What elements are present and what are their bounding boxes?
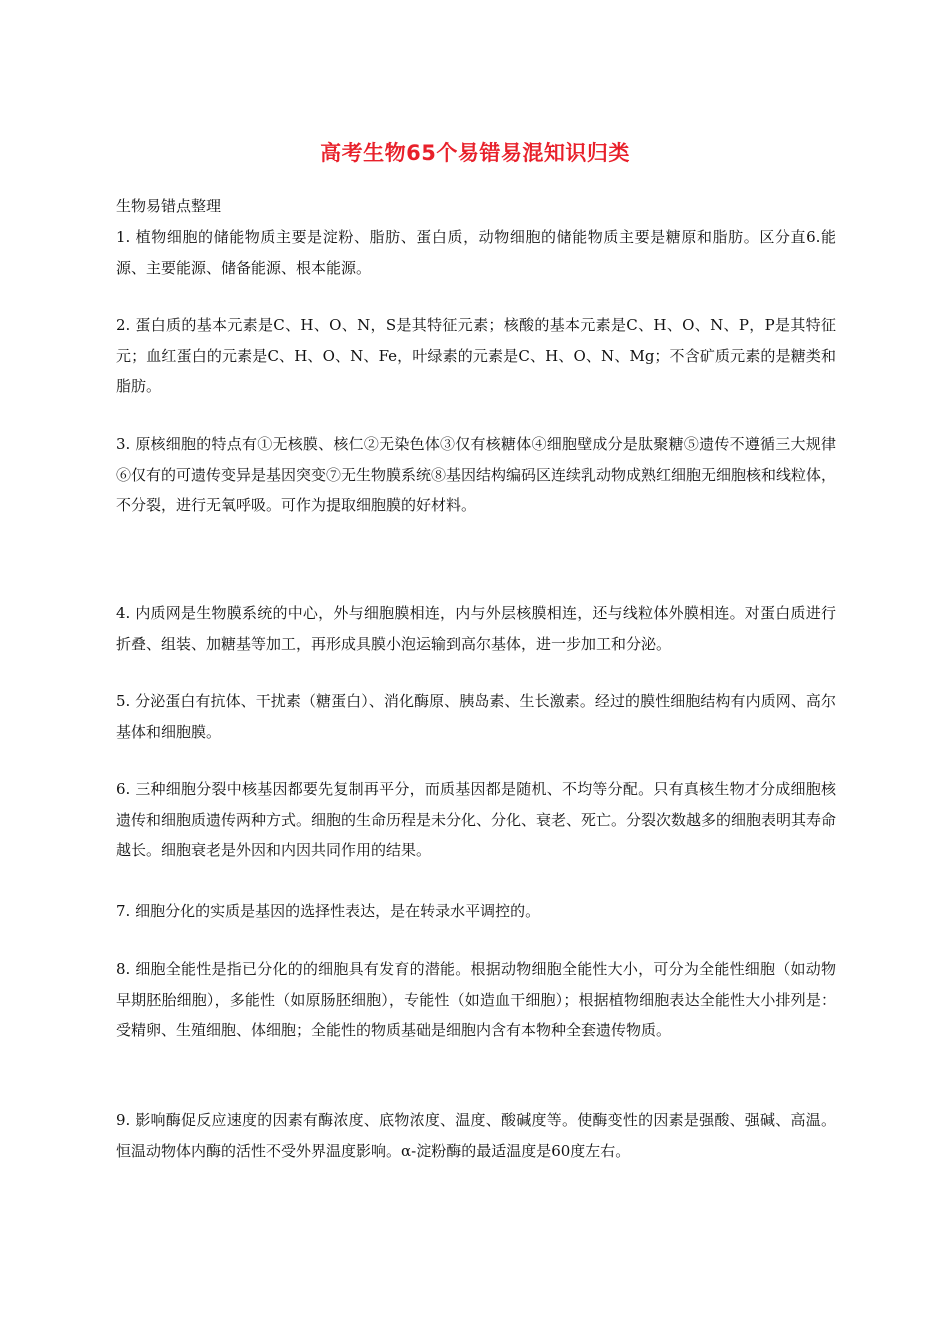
document-intro: 生物易错点整理 bbox=[116, 197, 222, 215]
paragraph-3: 3. 原核细胞的特点有①无核膜、核仁②无染色体③仅有核糖体④细胞壁成分是肽聚糖⑤遗传不遵循三大规律⑥仅有的可遗传变异是基因突变⑦无生物膜系统⑧基因结构编码区连续乳动物成熟红细胞无细胞核和线粒体，不分裂，进行无氧呼吸。可作为提取细胞膜的好材料。 bbox=[116, 435, 837, 514]
paragraph-5: 5. 分泌蛋白有抗体、干扰素（糖蛋白）、消化酶原、胰岛素、生长激素。经过的膜性细胞结构有内质网、高尔基体和细胞膜。 bbox=[116, 692, 836, 741]
paragraph-8: 8. 细胞全能性是指已分化的的细胞具有发育的潜能。根据动物细胞全能性大小，可分为全能性细胞（如动物早期胚胎细胞），多能性（如原肠胚细胞），专能性（如造血干细胞）；根据植物细胞表达全能性大小排列是：受精卵、生殖细胞、体细胞；全能性的物质基础是细胞内含有本物种全套遗传物质。 bbox=[116, 960, 836, 1039]
paragraph-9: 9. 影响酶促反应速度的因素有酶浓度、底物浓度、温度、酸碱度等。使酶变性的因素是强酸、强碱、高温。恒温动物体内酶的活性不受外界温度影响。α-淀粉酶的最适温度是60度左右。 bbox=[116, 1111, 836, 1160]
document-title: 高考生物65个易错易混知识归类 bbox=[320, 141, 630, 165]
paragraph-2: 2. 蛋白质的基本元素是C、H、O、N，S是其特征元素；核酸的基本元素是C、H、O、N、P，P是其特征元；血红蛋白的元素是C、H、O、N、Fe，叶绿素的元素是C、H、O、N、Mg；不含矿质元素的是糖类和脂肪。 bbox=[116, 316, 836, 395]
paragraph-7: 7. 细胞分化的实质是基因的选择性表达，是在转录水平调控的。 bbox=[116, 902, 541, 920]
paragraph-1: 1. 植物细胞的储能物质主要是淀粉、脂肪、蛋白质，动物细胞的储能物质主要是糖原和脂肪。区分直6.能源、主要能源、储备能源、根本能源。 bbox=[116, 228, 836, 277]
paragraph-6: 6. 三种细胞分裂中核基因都要先复制再平分，而质基因都是随机、不均等分配。只有真核生物才分成细胞核遗传和细胞质遗传两种方式。细胞的生命历程是未分化、分化、衰老、死亡。分裂次数越多的细胞表明其寿命越长。细胞衰老是外因和内因共同作用的结果。 bbox=[116, 780, 837, 859]
paragraph-4: 4. 内质网是生物膜系统的中心，外与细胞膜相连，内与外层核膜相连，还与线粒体外膜相连。对蛋白质进行折叠、组装、加糖基等加工，再形成具膜小泡运输到高尔基体，进一步加工和分泌。 bbox=[116, 604, 836, 653]
